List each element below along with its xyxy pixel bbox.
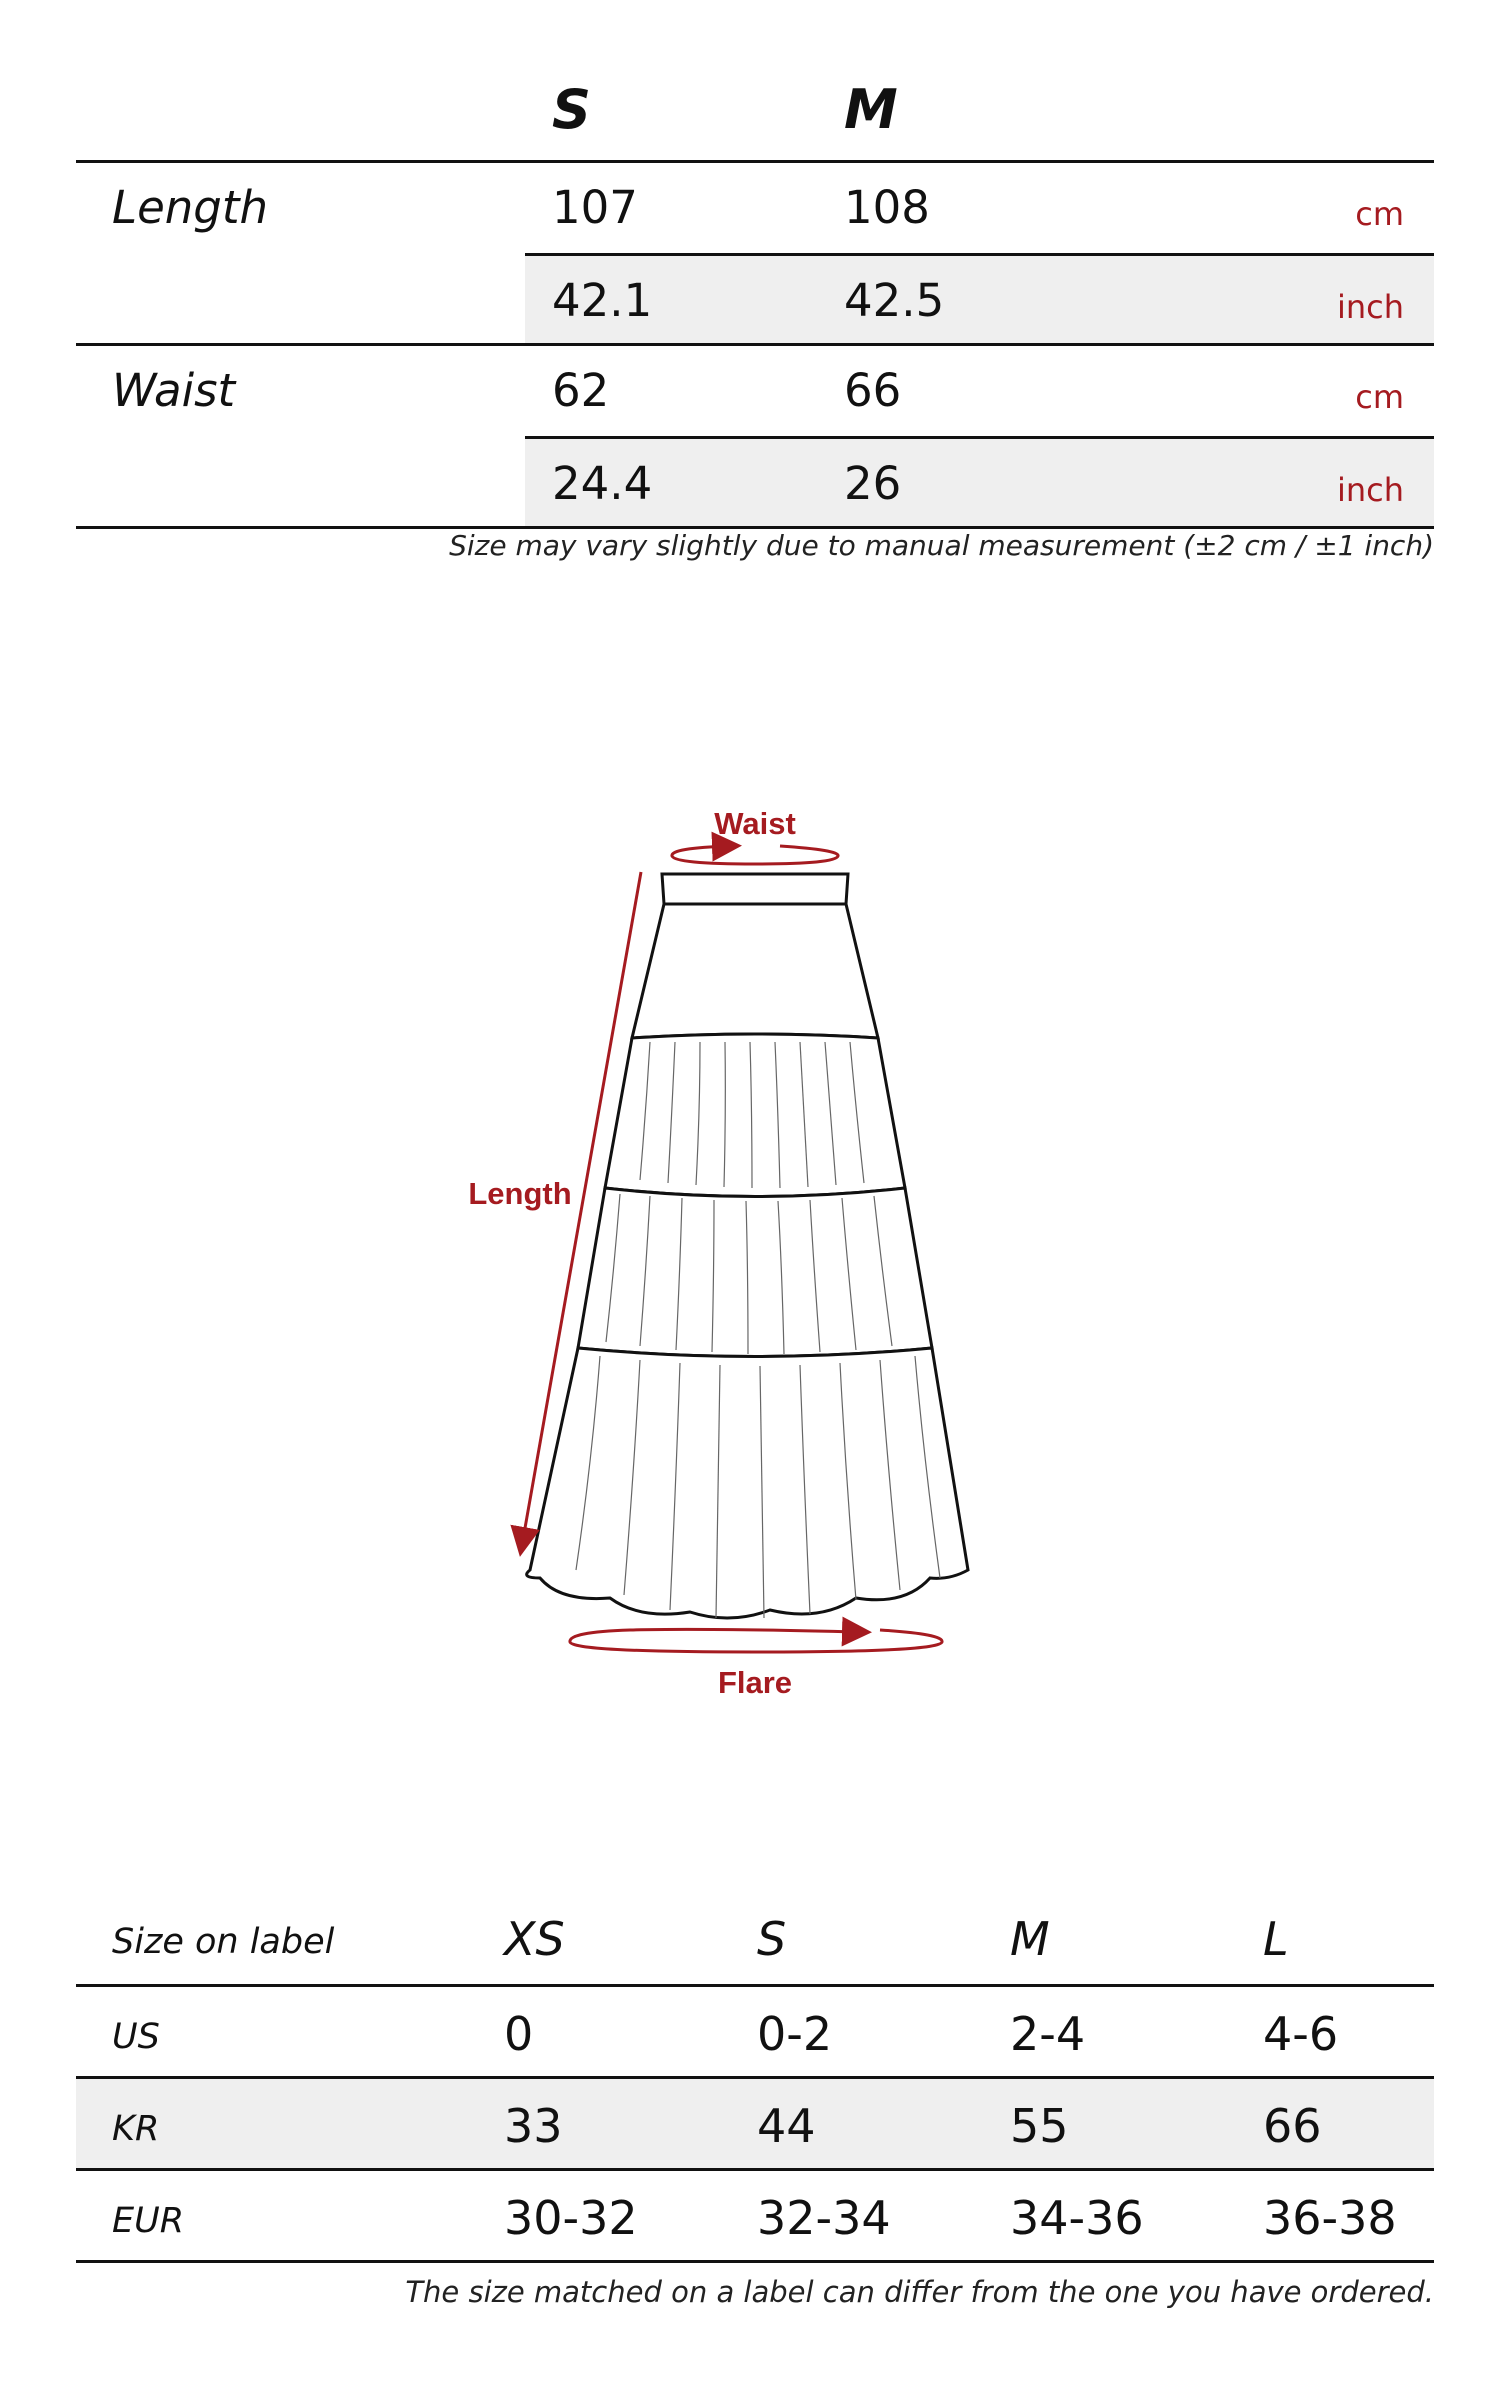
- waist-cm-row: [525, 346, 1434, 436]
- length-inch-m: 42.5: [844, 274, 945, 327]
- kr-xs: 33: [504, 2099, 563, 2153]
- size-header-row: [76, 1892, 1434, 1987]
- waist-group: [76, 346, 1434, 529]
- length-group: [76, 163, 1434, 346]
- us-xs: 0: [504, 2007, 534, 2061]
- waist-cm-m: 66: [844, 364, 902, 417]
- waist-inch-s: 24.4: [552, 457, 653, 510]
- waist-arrow: [672, 846, 838, 864]
- size-row-eur: [76, 2171, 1434, 2263]
- size-column-m: M: [844, 78, 898, 141]
- unit-cm: cm: [1355, 378, 1404, 416]
- unit-inch: inch: [1336, 471, 1404, 509]
- measurement-note-wrap: [76, 529, 1434, 589]
- size-column-s: S: [552, 78, 591, 141]
- length-cm-s: 107: [552, 181, 638, 234]
- us-s: 0-2: [757, 2007, 833, 2061]
- skirt-tier-1: [605, 1034, 905, 1197]
- skirt-waistband: [662, 874, 848, 907]
- eur-xs: 30-32: [504, 2191, 638, 2245]
- size-note-wrap: [76, 2263, 1434, 2323]
- us-l: 4-6: [1263, 2007, 1339, 2061]
- flare-arrow: [570, 1629, 942, 1652]
- size-xs-header: XS: [504, 1912, 565, 1966]
- waist-inch-m: 26: [844, 457, 902, 510]
- measurement-note: Size may vary slightly due to manual measurement (±2 cm / ±1 inch): [449, 529, 1434, 562]
- waist-cm-s: 62: [552, 364, 610, 417]
- measurement-table: [76, 72, 1434, 589]
- skirt-tier-2: [578, 1188, 932, 1357]
- size-m-header: M: [1010, 1912, 1050, 1966]
- length-inch-row: [525, 253, 1434, 343]
- size-row-us: [76, 1987, 1434, 2079]
- waist-diagram-label: Waist: [714, 806, 796, 841]
- waist-inch-row: [525, 436, 1434, 526]
- row-label-eur: EUR: [112, 2201, 185, 2241]
- row-label-us: US: [112, 2017, 160, 2057]
- unit-inch: inch: [1336, 288, 1404, 326]
- eur-l: 36-38: [1263, 2191, 1397, 2245]
- us-m: 2-4: [1010, 2007, 1086, 2061]
- length-cm-row: [525, 163, 1434, 253]
- size-label-note: The size matched on a label can differ from the one you have ordered.: [405, 2275, 1434, 2309]
- skirt-yoke: [632, 904, 878, 1038]
- skirt-diagram: [0, 780, 1500, 1720]
- length-inch-s: 42.1: [552, 274, 653, 327]
- kr-l: 66: [1263, 2099, 1322, 2153]
- length-diagram-label: Length: [468, 1176, 572, 1211]
- flare-diagram-label: Flare: [717, 1665, 793, 1700]
- size-on-label-header: Size on label: [112, 1922, 335, 1962]
- length-label: Length: [112, 181, 269, 234]
- waist-label: Waist: [112, 364, 236, 417]
- kr-s: 44: [757, 2099, 816, 2153]
- kr-m: 55: [1010, 2099, 1069, 2153]
- length-cm-m: 108: [844, 181, 930, 234]
- size-row-kr: [76, 2079, 1434, 2171]
- size-conversion-table: [76, 1892, 1434, 2323]
- eur-s: 32-34: [757, 2191, 891, 2245]
- unit-cm: cm: [1355, 195, 1404, 233]
- skirt-tier-3: [527, 1348, 968, 1618]
- size-l-header: L: [1263, 1912, 1289, 1966]
- row-label-kr: KR: [112, 2109, 160, 2149]
- size-s-header: S: [757, 1912, 787, 1966]
- measurement-header-row: [76, 72, 1434, 163]
- skirt-illustration: [0, 780, 1500, 1720]
- eur-m: 34-36: [1010, 2191, 1144, 2245]
